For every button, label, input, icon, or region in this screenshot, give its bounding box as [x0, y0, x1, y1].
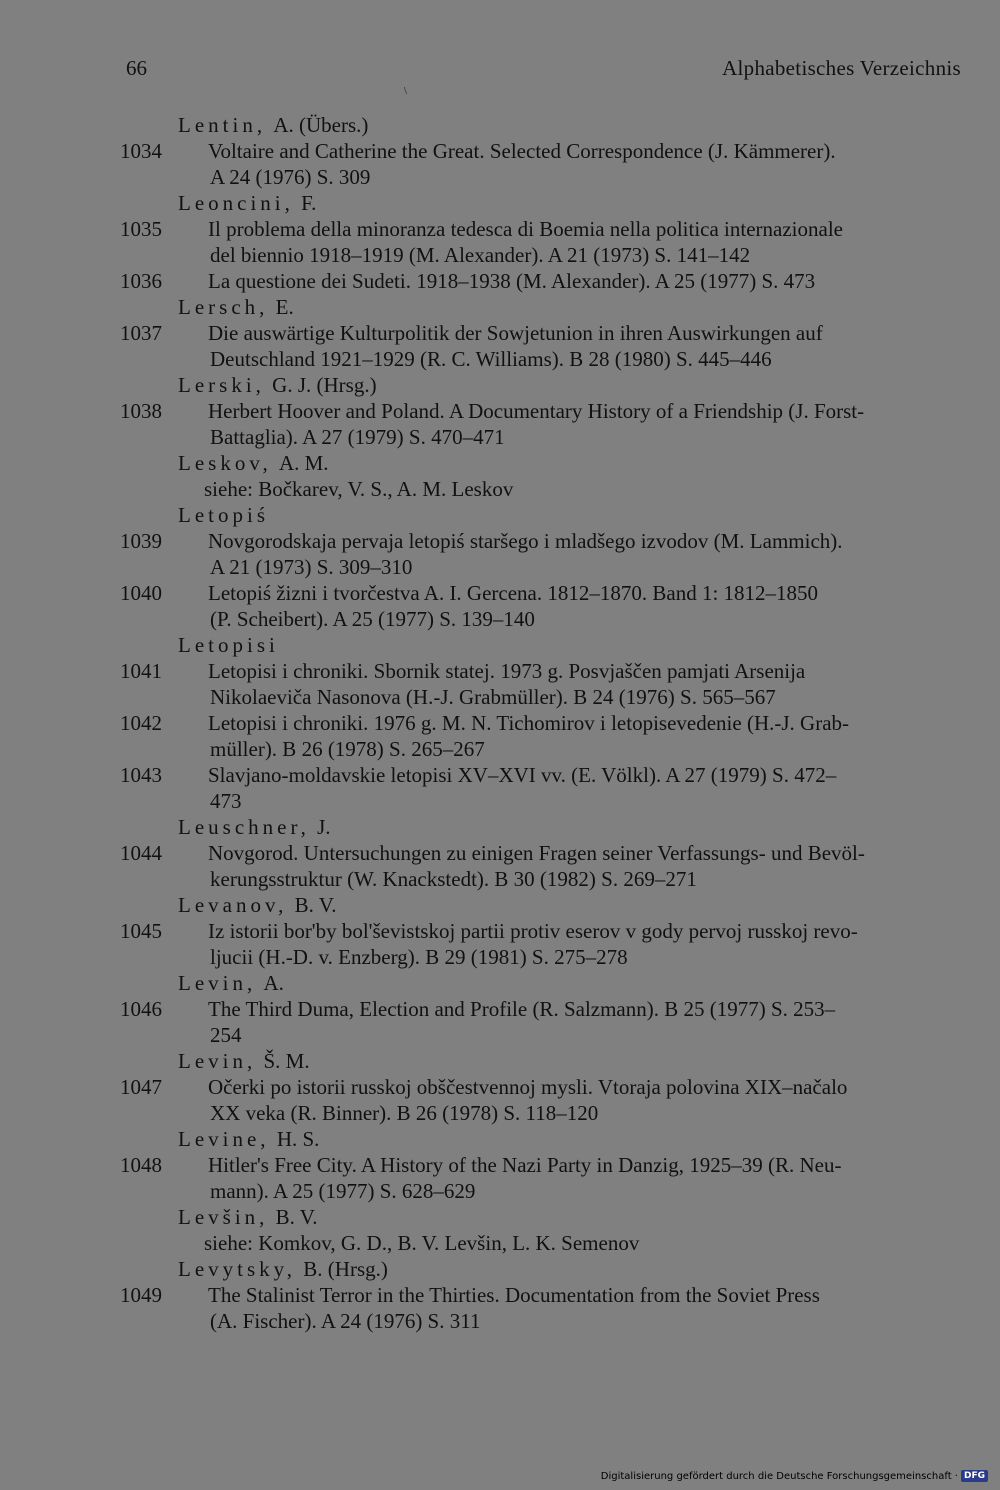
entry-text — [208, 996, 966, 1048]
author-heading — [116, 294, 966, 320]
index-entry — [116, 268, 966, 294]
author-surname: Letopiś — [178, 503, 269, 527]
author-heading — [116, 372, 966, 398]
entry-line: (P. Scheibert). A 25 (1977) S. 139–140 — [210, 607, 535, 631]
entry-number: 1043 — [120, 763, 162, 787]
entry-text — [208, 580, 966, 632]
author-surname: Levšin, — [178, 1205, 269, 1229]
author-given-name: H. S. — [276, 1127, 320, 1151]
entry-line: The Third Duma, Election and Profile (R. Salzmann). B 25 (1977) S. 253– — [208, 997, 836, 1021]
author-given-name: B. V. — [294, 893, 337, 917]
author-surname: Leoncini, — [178, 191, 294, 215]
entry-line: 473 — [210, 789, 242, 813]
index-entry — [116, 1282, 966, 1334]
author-heading — [116, 450, 966, 476]
index-entry — [116, 580, 966, 632]
running-head: Alphabetisches Verzeichnis — [722, 56, 961, 80]
index-entry — [116, 762, 966, 814]
index-listing — [116, 112, 966, 1334]
entry-line: Očerki po istorii russkoj obščestvennoj mysli. Vtoraja polovina XIX–načalo — [208, 1075, 848, 1099]
entry-text — [208, 840, 966, 892]
index-entry — [116, 138, 966, 190]
index-entry — [116, 658, 966, 710]
index-entry — [116, 710, 966, 762]
entry-number: 1042 — [120, 711, 162, 735]
index-entry — [116, 320, 966, 372]
author-given-name: A. (Übers.) — [273, 113, 369, 137]
author-surname: Levin, — [178, 1049, 257, 1073]
author-given-name: A. — [263, 971, 284, 995]
author-heading — [116, 1256, 966, 1282]
index-entry — [116, 840, 966, 892]
author-given-name: Š. M. — [263, 1049, 310, 1073]
entry-line: The Stalinist Terror in the Thirties. Documentation from the Soviet Press — [208, 1283, 820, 1307]
entry-line: 254 — [210, 1023, 242, 1047]
entry-number: 1048 — [120, 1153, 162, 1177]
entry-number: 1046 — [120, 997, 162, 1021]
author-given-name: A. M. — [278, 451, 329, 475]
entry-line: XX veka (R. Binner). B 26 (1978) S. 118–120 — [210, 1101, 599, 1125]
author-heading — [116, 1126, 966, 1152]
entry-text — [208, 216, 966, 268]
index-entry — [116, 528, 966, 580]
author-given-name: F. — [301, 191, 317, 215]
author-heading — [116, 1048, 966, 1074]
author-surname: Leuschner, — [178, 815, 310, 839]
entry-text — [208, 320, 966, 372]
entry-text — [208, 762, 966, 814]
entry-number: 1041 — [120, 659, 162, 683]
entry-line: ljucii (H.-D. v. Enzberg). B 29 (1981) S. 275–278 — [210, 945, 628, 969]
author-surname: Levin, — [178, 971, 257, 995]
author-given-name: B. (Hrsg.) — [303, 1257, 388, 1281]
entry-line: Herbert Hoover and Poland. A Documentary History of a Friendship (J. Forst- — [208, 399, 865, 423]
author-heading — [116, 814, 966, 840]
entry-line: La questione dei Sudeti. 1918–1938 (M. Alexander). A 25 (1977) S. 473 — [208, 269, 816, 293]
index-entry — [116, 398, 966, 450]
entry-number: 1040 — [120, 581, 162, 605]
entry-line: A 24 (1976) S. 309 — [210, 165, 371, 189]
entry-number: 1035 — [120, 217, 162, 241]
entry-line: (A. Fischer). A 24 (1976) S. 311 — [210, 1309, 481, 1333]
entry-text — [208, 138, 966, 190]
author-given-name: J. — [317, 815, 331, 839]
entry-line: Letopisi i chroniki. 1976 g. M. N. Tichomirov i letopisevedenie (H.-J. Grab- — [208, 711, 850, 735]
cross-reference: siehe: Komkov, G. D., B. V. Levšin, L. K. Semenov — [204, 1231, 640, 1255]
index-entry — [116, 1074, 966, 1126]
entry-line: Iz istorii bor'by bol'ševistskoj partii protiv eserov v gody pervoj russkoj revo- — [208, 919, 858, 943]
entry-number: 1036 — [120, 269, 162, 293]
author-given-name: E. — [275, 295, 294, 319]
dfg-logo: DFG — [961, 1470, 988, 1482]
entry-text — [208, 528, 966, 580]
entry-number: 1039 — [120, 529, 162, 553]
index-entry — [116, 918, 966, 970]
index-entry — [116, 216, 966, 268]
author-given-name: B. V. — [275, 1205, 318, 1229]
author-heading — [116, 970, 966, 996]
stray-mark: \ — [404, 86, 407, 97]
page-header — [0, 52, 1000, 97]
index-entry — [116, 1152, 966, 1204]
index-entry — [116, 996, 966, 1048]
author-heading — [116, 190, 966, 216]
footer — [601, 1470, 988, 1482]
entry-line: Deutschland 1921–1929 (R. C. Williams). B 28 (1980) S. 445–446 — [210, 347, 772, 371]
author-surname: Levine, — [178, 1127, 270, 1151]
entry-line: Letopisi i chroniki. Sbornik statej. 1973 g. Posvjaščen pamjati Arsenija — [208, 659, 806, 683]
entry-text — [208, 1074, 966, 1126]
entry-line: Novgorodskaja pervaja letopiś staršego i mladšego izvodov (M. Lammich). — [208, 529, 843, 553]
author-heading — [116, 112, 966, 138]
page-number: 66 — [126, 56, 147, 80]
entry-text — [208, 1152, 966, 1204]
entry-line: Slavjano-moldavskie letopisi XV–XVI vv. (E. Völkl). A 27 (1979) S. 472– — [208, 763, 837, 787]
entry-line: Nikolaeviča Nasonova (H.-J. Grabmüller). B 24 (1976) S. 565–567 — [210, 685, 776, 709]
entry-number: 1038 — [120, 399, 162, 423]
entry-line: A 21 (1973) S. 309–310 — [210, 555, 413, 579]
author-given-name: G. J. (Hrsg.) — [272, 373, 377, 397]
author-surname: Lerski, — [178, 373, 265, 397]
entry-line: Letopiś žizni i tvorčestva A. I. Gercena. 1812–1870. Band 1: 1812–1850 — [208, 581, 819, 605]
author-heading — [116, 892, 966, 918]
entry-line: del biennio 1918–1919 (M. Alexander). A 21 (1973) S. 141–142 — [210, 243, 751, 267]
entry-number: 1045 — [120, 919, 162, 943]
entry-line: Il problema della minoranza tedesca di Boemia nella politica internazionale — [208, 217, 843, 241]
entry-line: Voltaire and Catherine the Great. Selected Correspondence (J. Kämmerer). — [208, 139, 836, 163]
entry-line: Hitler's Free City. A History of the Nazi Party in Danzig, 1925–39 (R. Neu- — [208, 1153, 842, 1177]
entry-line: mann). A 25 (1977) S. 628–629 — [210, 1179, 476, 1203]
entry-line: Battaglia). A 27 (1979) S. 470–471 — [210, 425, 505, 449]
entry-text — [208, 710, 966, 762]
author-surname: Lersch, — [178, 295, 269, 319]
author-surname: Levanov, — [178, 893, 288, 917]
author-surname: Leskov, — [178, 451, 272, 475]
footer-credit: Digitalisierung gefördert durch die Deutsche Forschungsgemeinschaft · — [600, 1470, 958, 1482]
entry-text — [208, 398, 966, 450]
author-heading — [116, 502, 966, 528]
entry-number: 1047 — [120, 1075, 162, 1099]
author-surname: Lentin, — [178, 113, 267, 137]
entry-text — [208, 918, 966, 970]
entry-line: müller). B 26 (1978) S. 265–267 — [210, 737, 485, 761]
entry-text — [208, 268, 966, 294]
entry-text — [208, 1282, 966, 1334]
author-surname: Levytsky, — [178, 1257, 297, 1281]
entry-number: 1037 — [120, 321, 162, 345]
author-heading — [116, 632, 966, 658]
entry-line: Die auswärtige Kulturpolitik der Sowjetunion in ihren Auswirkungen auf — [208, 321, 823, 345]
entry-line: Novgorod. Untersuchungen zu einigen Fragen seiner Verfassungs- und Bevöl- — [208, 841, 865, 865]
cross-reference: siehe: Bočkarev, V. S., A. M. Leskov — [204, 477, 514, 501]
entry-number: 1044 — [120, 841, 162, 865]
entry-number: 1034 — [120, 139, 162, 163]
author-surname: Letopisi — [178, 633, 279, 657]
author-heading — [116, 1204, 966, 1230]
entry-line: kerungsstruktur (W. Knackstedt). B 30 (1982) S. 269–271 — [210, 867, 697, 891]
entry-number: 1049 — [120, 1283, 162, 1307]
entry-text — [208, 658, 966, 710]
